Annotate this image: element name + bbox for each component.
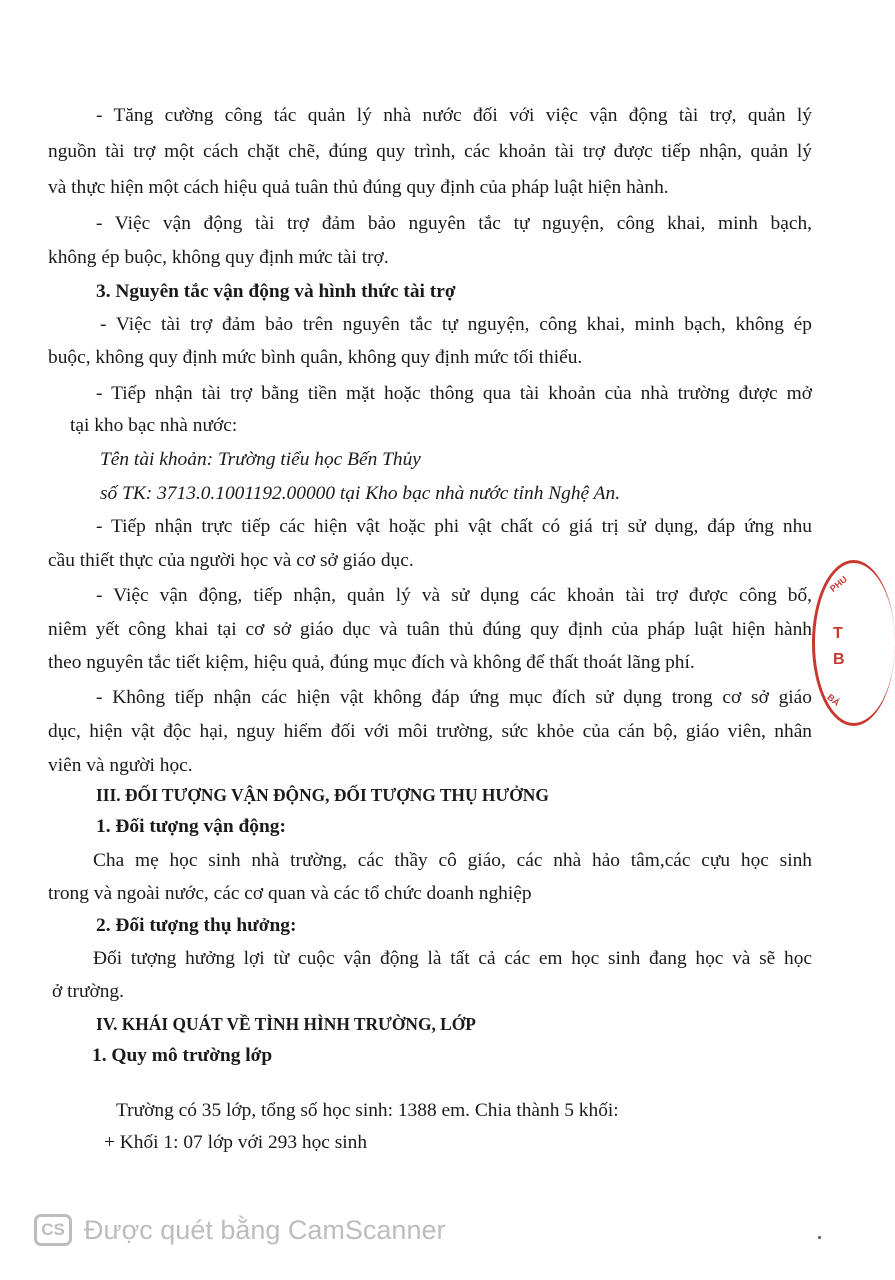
paragraph-line: - Việc vận động, tiếp nhận, quản lý và sử dụng các khoản tài trợ được công bố, — [96, 585, 812, 606]
paragraph-line: không ép buộc, không quy định mức tài trợ. — [48, 247, 389, 268]
camscanner-watermark — [34, 1210, 445, 1250]
account-number: số TK: 3713.0.1001192.00000 tại Kho bạc nhà nước tỉnh Nghệ An. — [100, 483, 621, 504]
paragraph-line: - Tăng cường công tác quản lý nhà nước đối với việc vận động tài trợ, quản lý — [96, 105, 812, 126]
paragraph-line: viên và người học. — [48, 755, 193, 776]
paragraph-line: - Tiếp nhận tài trợ bằng tiền mặt hoặc thông qua tài khoản của nhà trường được mở — [96, 383, 812, 404]
stamp-arc-bottom: BÁ — [825, 691, 842, 709]
paragraph-line: - Việc vận động tài trợ đảm bảo nguyên tắc tự nguyện, công khai, minh bạch, — [96, 213, 812, 234]
paragraph-line: Đối tượng hưởng lợi từ cuộc vận động là tất cả các em học sinh đang học và sẽ học — [93, 948, 812, 969]
red-stamp-seal — [812, 560, 895, 726]
stamp-arc-top: PHU — [828, 574, 850, 594]
stamp-letter-b: B — [833, 651, 845, 668]
scan-speck — [818, 1236, 821, 1239]
paragraph-line: buộc, không quy định mức bình quân, không quy định mức tối thiểu. — [48, 347, 583, 368]
subheading-iii-2: 2. Đối tượng thụ hưởng: — [96, 915, 297, 936]
section-heading-3: 3. Nguyên tắc vận động và hình thức tài trợ — [96, 281, 456, 302]
paragraph-line: và thực hiện một cách hiệu quả tuân thủ đúng quy định của pháp luật hiện hành. — [48, 177, 669, 198]
paragraph-line: cầu thiết thực của người học và cơ sở giáo dục. — [48, 550, 414, 571]
paragraph-line: Trường có 35 lớp, tổng số học sinh: 1388 em. Chia thành 5 khối: — [116, 1100, 619, 1121]
paragraph-line: - Không tiếp nhận các hiện vật không đáp ứng mục đích sử dụng trong cơ sở giáo — [96, 687, 812, 708]
paragraph-line: theo nguyên tắc tiết kiệm, hiệu quả, đúng mục đích và không để thất thoát lãng phí. — [48, 652, 695, 673]
paragraph-line: dục, hiện vật độc hại, nguy hiểm đối với môi trường, sức khỏe của cán bộ, giáo viên, nhân — [48, 721, 812, 742]
subheading-iv-1: 1. Quy mô trường lớp — [92, 1045, 273, 1066]
paragraph-line: nguồn tài trợ một cách chặt chẽ, đúng quy trình, các khoản tài trợ được tiếp nhận, quản lý — [48, 141, 812, 162]
paragraph-line: + Khối 1: 07 lớp với 293 học sinh — [104, 1132, 368, 1153]
paragraph-line: - Tiếp nhận trực tiếp các hiện vật hoặc phi vật chất có giá trị sử dụng, đáp ứng nhu — [96, 516, 812, 537]
stamp-letter-t: T — [833, 625, 843, 642]
paragraph-line: ở trường. — [52, 981, 124, 1002]
section-heading-iv: IV. KHÁI QUÁT VỀ TÌNH HÌNH TRƯỜNG, LỚP — [96, 1014, 476, 1034]
subheading-iii-1: 1. Đối tượng vận động: — [96, 816, 286, 837]
paragraph-line: trong và ngoài nước, các cơ quan và các tổ chức doanh nghiệp — [48, 883, 532, 904]
camscanner-logo-icon: CS — [34, 1214, 72, 1246]
paragraph-line: tại kho bạc nhà nước: — [70, 415, 238, 436]
section-heading-iii: III. ĐỐI TƯỢNG VẬN ĐỘNG, ĐỐI TƯỢNG THỤ HƯỞNG — [96, 785, 549, 805]
watermark-text: Được quét bằng CamScanner — [84, 1214, 446, 1245]
account-name: Tên tài khoản: Trường tiểu học Bến Thủy — [100, 449, 421, 470]
paragraph-line: - Việc tài trợ đảm bảo trên nguyên tắc tự nguyện, công khai, minh bạch, không ép — [100, 314, 812, 335]
paragraph-line: niêm yết công khai tại cơ sở giáo dục và tuân thủ đúng quy định của pháp luật hiện hành — [48, 619, 812, 640]
paragraph-line: Cha mẹ học sinh nhà trường, các thầy cô giáo, các nhà hảo tâm,các cựu học sinh — [93, 850, 812, 871]
